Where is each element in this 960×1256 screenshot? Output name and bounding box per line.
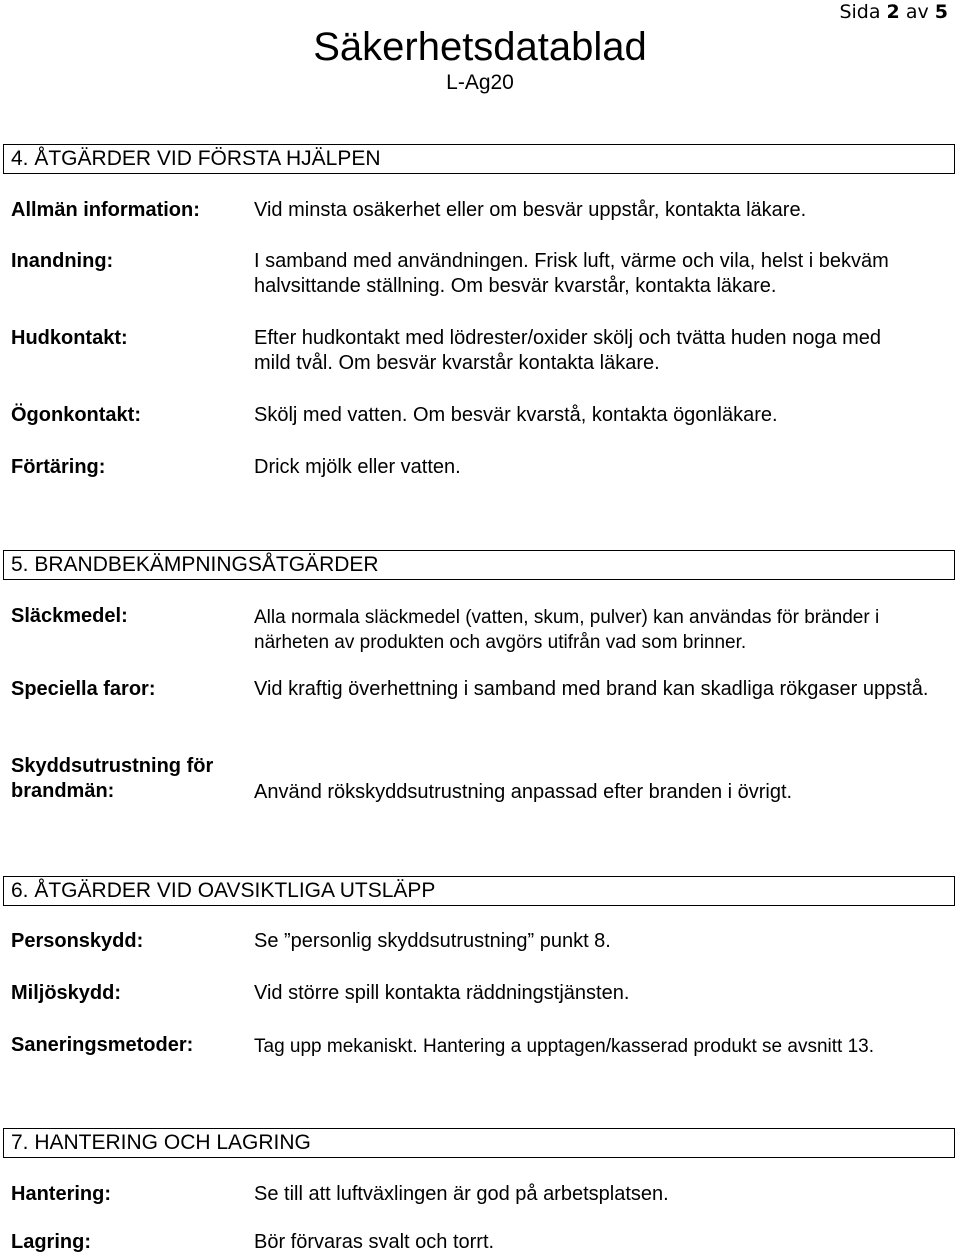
document-subtitle: L-Ag20 xyxy=(446,71,514,94)
section-4-heading: 4. ÅTGÄRDER VID FÖRSTA HJÄLPEN xyxy=(3,144,955,174)
section-5-heading: 5. BRANDBEKÄMPNINGSÅTGÄRDER xyxy=(3,550,955,580)
text-inhalation: I samband med användningen. Frisk luft, värme och vila, helst i bekväm halvsittande ställning. Om besvär kvarstår, kontakta läkare. xyxy=(254,250,889,297)
label-handling: Hantering: xyxy=(11,1183,111,1205)
text-eye-contact: Skölj med vatten. Om besvär kvarstå, kontakta ögonläkare. xyxy=(254,404,778,426)
label-general-info: Allmän information: xyxy=(11,199,200,221)
text-ingestion: Drick mjölk eller vatten. xyxy=(254,456,461,478)
page-number xyxy=(839,0,948,24)
label-protective-equipment-line1: Skyddsutrustning för xyxy=(11,755,214,777)
label-storage: Lagring: xyxy=(11,1231,91,1253)
page-of: av xyxy=(905,1,929,23)
label-environmental-protection: Miljöskydd: xyxy=(11,982,122,1004)
document-title: Säkerhetsdatablad xyxy=(313,25,647,69)
label-skin-contact: Hudkontakt: xyxy=(11,327,128,349)
text-special-hazards: Vid kraftig överhettning i samband med brand kan skadliga rökgaser uppstå. xyxy=(254,678,929,700)
text-personal-protection: Se ”personlig skyddsutrustning” punkt 8. xyxy=(254,930,611,952)
text-cleanup-methods: Tag upp mekaniskt. Hantering a upptagen/kasserad produkt se avsnitt 13. xyxy=(254,1036,874,1057)
label-personal-protection: Personskydd: xyxy=(11,930,144,952)
section-6-heading: 6. ÅTGÄRDER VID OAVSIKTLIGA UTSLÄPP xyxy=(3,876,955,906)
label-eye-contact: Ögonkontakt: xyxy=(11,404,141,426)
text-extinguishing-media: Alla normala släckmedel (vatten, skum, pulver) kan användas för bränder i närheten av produkten och avgörs utifrån vad som brinner. xyxy=(254,607,880,653)
label-ingestion: Förtäring: xyxy=(11,456,106,478)
label-extinguishing-media: Släckmedel: xyxy=(11,605,128,627)
label-special-hazards: Speciella faror: xyxy=(11,678,156,700)
text-protective-equipment: Använd rökskyddsutrustning anpassad efter branden i övrigt. xyxy=(254,781,793,803)
section-7-heading: 7. HANTERING OCH LAGRING xyxy=(3,1128,955,1158)
text-handling: Se till att luftväxlingen är god på arbetsplatsen. xyxy=(254,1183,669,1205)
label-protective-equipment-line2: brandmän: xyxy=(11,780,115,802)
page-total: 5 xyxy=(934,1,948,23)
text-environmental-protection: Vid större spill kontakta räddningstjänsten. xyxy=(254,982,630,1004)
text-general-info: Vid minsta osäkerhet eller om besvär uppstår, kontakta läkare. xyxy=(254,199,807,221)
label-cleanup-methods: Saneringsmetoder: xyxy=(11,1034,194,1056)
page-current: 2 xyxy=(886,1,900,23)
page-prefix: Sida xyxy=(839,1,881,23)
text-skin-contact: Efter hudkontakt med lödrester/oxider skölj och tvätta huden noga med mild tvål. Om besvär kvarstår kontakta läkare. xyxy=(254,327,882,374)
text-storage: Bör förvaras svalt och torrt. xyxy=(254,1231,495,1253)
label-inhalation: Inandning: xyxy=(11,250,114,272)
